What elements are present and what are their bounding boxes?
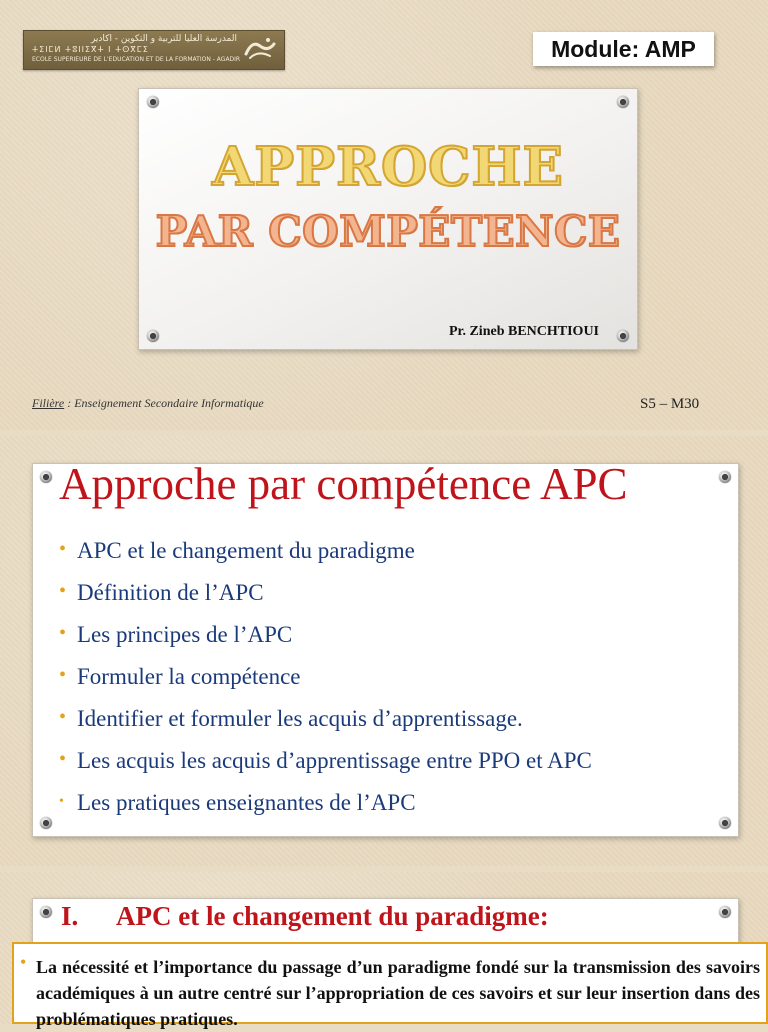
section-number: I. (61, 901, 79, 931)
screw-icon (719, 906, 731, 918)
filiere-value: : Enseignement Secondaire Informatique (64, 396, 264, 410)
logo-tifinagh-text: ⵜⵉⵏⵎⵍ ⵜⵓⵏⵏⵉⴳⵜ ⵏ ⵜⵙⴳⵎⵉ (32, 45, 149, 54)
screw-icon (40, 817, 52, 829)
list-item: • Les acquis les acquis d’apprentissage entre PPO et APC (59, 748, 592, 773)
title-approche: APPROCHE (212, 136, 564, 198)
list-item: • Identifier et formuler les acquis d’apprentissage. (59, 706, 523, 731)
module-label: Module: AMP (533, 32, 714, 66)
bullet-icon: • (59, 748, 67, 770)
section-text-box (12, 942, 768, 1029)
screw-icon (617, 330, 629, 342)
bullet-icon: • (59, 794, 64, 809)
list-item: • Formuler la compétence (59, 664, 301, 689)
school-logo (23, 30, 285, 70)
section-paragraph: La nécessité et l’importance du passage d’un paradigme fondé sur la transmission des savoirs académiques à un autre centré sur l’appropriation de ces savoirs et sur leur insertion dans des problématiques pratiques. (36, 957, 760, 1029)
filiere-label: Filière (32, 396, 65, 410)
title-card (138, 88, 638, 350)
bullet-icon: • (59, 622, 67, 644)
list-item: • Les principes de l’APC (59, 622, 293, 647)
title-par-competence: PAR COMPÉTENCE (155, 207, 621, 256)
screw-icon (719, 471, 731, 483)
outline-card (32, 459, 739, 837)
outline-list (59, 538, 592, 832)
school-logo-icon (242, 36, 278, 62)
list-item: • Les pratiques enseignantes de l’APC (59, 790, 416, 815)
author-name: Pr. Zineb BENCHTIOUI (448, 324, 599, 339)
bullet-icon: • (59, 538, 67, 560)
screw-icon (147, 96, 159, 108)
screw-icon (40, 471, 52, 483)
title-slide (0, 0, 768, 430)
screw-icon (617, 96, 629, 108)
screw-icon (147, 330, 159, 342)
filiere-line (32, 396, 264, 411)
outline-slide (0, 436, 768, 866)
bullet-icon: • (59, 580, 67, 602)
course-code: S5 – M30 (640, 396, 700, 412)
logo-arabic-text: المدرسة العليا للتربية و التكوين - أكادير (90, 34, 237, 44)
bullet-icon: • (59, 664, 67, 686)
screw-icon (40, 906, 52, 918)
screw-icon (719, 817, 731, 829)
bullet-icon: • (20, 952, 27, 972)
list-item: • APC et le changement du paradigme (59, 538, 415, 563)
outline-title: Approche par compétence APC (59, 459, 628, 509)
list-item: • Définition de l’APC (59, 580, 264, 605)
section-title (61, 901, 549, 932)
section-heading: APC et le changement du paradigme: (116, 901, 549, 931)
bullet-icon: • (59, 706, 67, 728)
logo-french-text: ECOLE SUPERIEURE DE L'EDUCATION ET DE LA FORMATION - AGADIR (32, 56, 241, 63)
